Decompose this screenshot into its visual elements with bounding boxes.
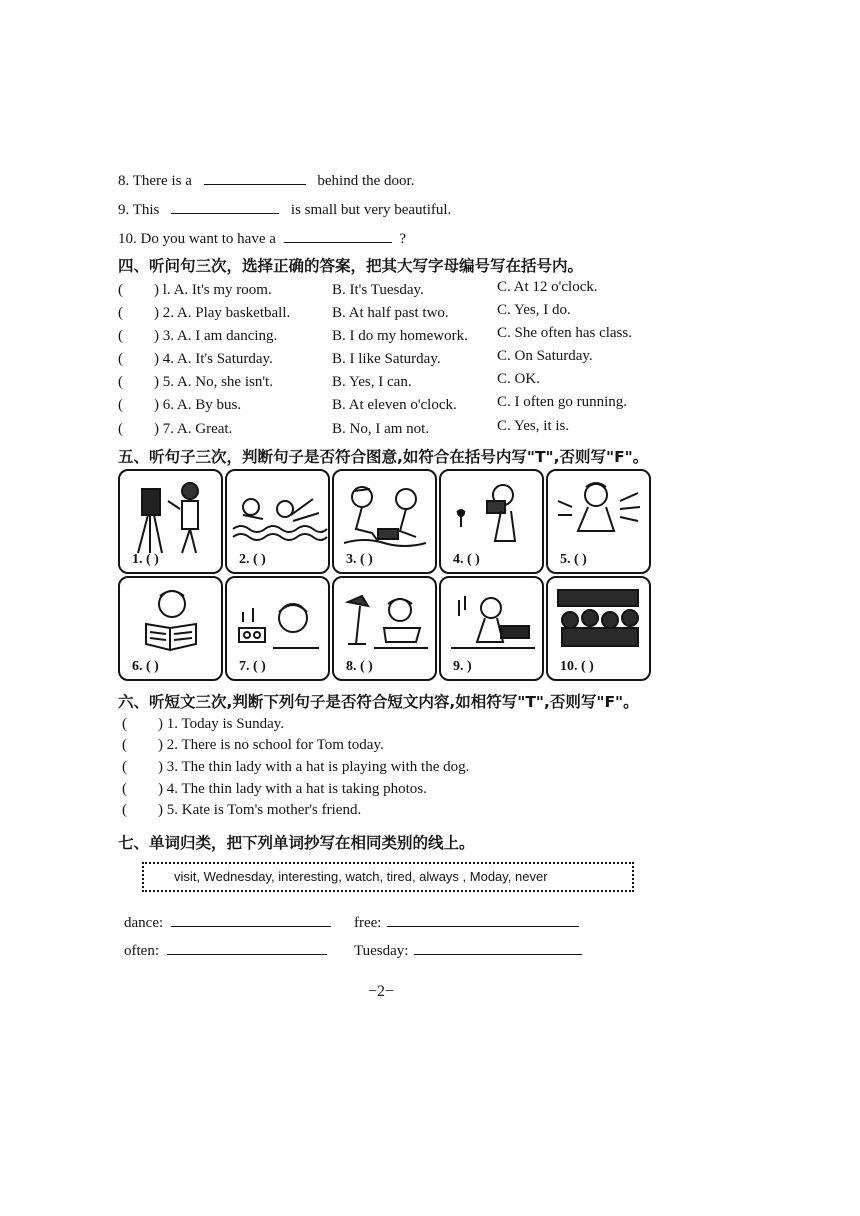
answer-paren[interactable]: ( [118,305,123,321]
picture-label[interactable]: 8. ( ) [346,659,373,674]
option-b: B. At half past two. [332,305,449,321]
question-10-after: ? [399,231,407,247]
category-answer-line[interactable] [171,912,331,927]
picture-label[interactable]: 5. ( ) [560,552,587,567]
section-7-heading: 七、单词归类，把下列单词抄写在相同类别的线上。 [118,834,475,852]
question-10 [118,228,406,248]
answer-paren[interactable]: ( [118,328,123,344]
picture-label[interactable]: 9. ) [453,659,472,674]
word-bank [142,862,634,892]
section-4-item [118,328,277,345]
answer-paren[interactable]: ( [118,351,123,367]
option-b: B. Yes, I can. [332,374,412,390]
statement: ) 2. There is no school for Tom today. [158,737,384,753]
question-8-after: behind the door. [317,173,415,189]
picture-card-8 [332,576,437,681]
option-a: ) 3. A. I am dancing. [154,328,278,344]
category-label: dance: [124,915,164,931]
option-a: ) 2. A. Play basketball. [154,305,291,321]
section-6-heading: 六、听短文三次,判断下列句子是否符合短文内容,如相符写"T",否则写"F"。 [118,693,639,711]
category-dance [124,912,331,932]
picture-card-9 [439,576,544,681]
question-9 [118,199,451,219]
section-5-heading: 五、听句子三次，判断句子是否符合图意,如符合在括号内写"T",否则写"F"。 [118,448,649,466]
category-free [354,912,579,932]
picture-card-7 [225,576,330,681]
section-4-item [118,397,241,414]
category-label: free: [354,915,382,931]
answer-paren[interactable]: ( [118,421,123,437]
option-b: B. I do my homework. [332,328,468,344]
section-6-item [122,737,384,754]
picture-label[interactable]: 2. ( ) [239,552,266,567]
picture-card-3 [332,469,437,574]
picture-card-6 [118,576,223,681]
picture-label[interactable]: 4. ( ) [453,552,480,567]
option-c: C. Yes, I do. [497,302,571,318]
option-c: C. On Saturday. [497,348,593,364]
option-a: ) 4. A. It's Saturday. [154,351,273,367]
picture-label[interactable]: 3. ( ) [346,552,373,567]
option-b: B. I like Saturday. [332,351,441,367]
answer-paren[interactable]: ( [122,759,127,775]
option-b: B. At eleven o'clock. [332,397,457,413]
picture-card-1 [118,469,223,574]
statement: ) 1. Today is Sunday. [158,716,285,732]
question-8-before: 8. There is a [118,173,192,189]
question-8 [118,170,414,190]
answer-paren[interactable]: ( [118,397,123,413]
section-4-item [118,282,272,299]
option-a: ) l. A. It's my room. [154,282,272,298]
category-answer-line[interactable] [167,940,327,955]
statement: ) 4. The thin lady with a hat is taking photos. [158,781,427,797]
section-6-item [122,802,361,819]
picture-card-2 [225,469,330,574]
option-a: ) 7. A. Great. [154,421,233,437]
word-bank-words: visit, Wednesday, interesting, watch, tired, always , Moday, never [174,869,548,884]
option-c: C. OK. [497,371,540,387]
option-a: ) 5. A. No, she isn't. [154,374,273,390]
category-answer-line[interactable] [387,912,579,927]
option-b: B. It's Tuesday. [332,282,424,298]
picture-label[interactable]: 10. ( ) [560,659,594,674]
picture-card-10 [546,576,651,681]
option-c: C. I often go running. [497,394,627,410]
statement: ) 5. Kate is Tom's mother's friend. [158,802,362,818]
answer-paren[interactable]: ( [118,374,123,390]
picture-label[interactable]: 7. ( ) [239,659,266,674]
option-c: C. She often has class. [497,325,632,341]
section-4-item [118,305,290,322]
category-label: Tuesday: [354,943,409,959]
answer-paren[interactable]: ( [122,802,127,818]
option-c: C. Yes, it is. [497,418,570,434]
option-b: B. No, I am not. [332,421,430,437]
category-tuesday [354,940,582,960]
answer-paren[interactable]: ( [118,282,123,298]
answer-paren[interactable]: ( [122,781,127,797]
category-often [124,940,327,960]
section-4-heading: 四、听问句三次，选择正确的答案，把其大写字母编号写在括号内。 [118,257,584,275]
answer-blank[interactable] [284,228,392,243]
statement: ) 3. The thin lady with a hat is playing with the dog. [158,759,470,775]
answer-paren[interactable]: ( [122,737,127,753]
section-4-item [118,421,232,438]
option-c: C. At 12 o'clock. [497,279,598,295]
picture-card-5 [546,469,651,574]
answer-blank[interactable] [204,170,306,185]
picture-label[interactable]: 1. ( ) [132,552,159,567]
page-number: −2− [368,983,395,1000]
section-6-item [122,759,469,776]
section-6-item [122,781,427,798]
picture-label[interactable]: 6. ( ) [132,659,159,674]
category-label: often: [124,943,159,959]
section-6-item [122,716,284,733]
question-10-before: 10. Do you want to have a [118,231,276,247]
category-answer-line[interactable] [414,940,582,955]
section-4-item [118,351,273,368]
answer-paren[interactable]: ( [122,716,127,732]
answer-blank[interactable] [171,199,279,214]
picture-card-4 [439,469,544,574]
question-9-before: 9. This [118,202,160,218]
option-a: ) 6. A. By bus. [154,397,242,413]
picture-grid [118,469,655,681]
question-9-after: is small but very beautiful. [290,202,452,218]
section-4-item [118,374,273,391]
